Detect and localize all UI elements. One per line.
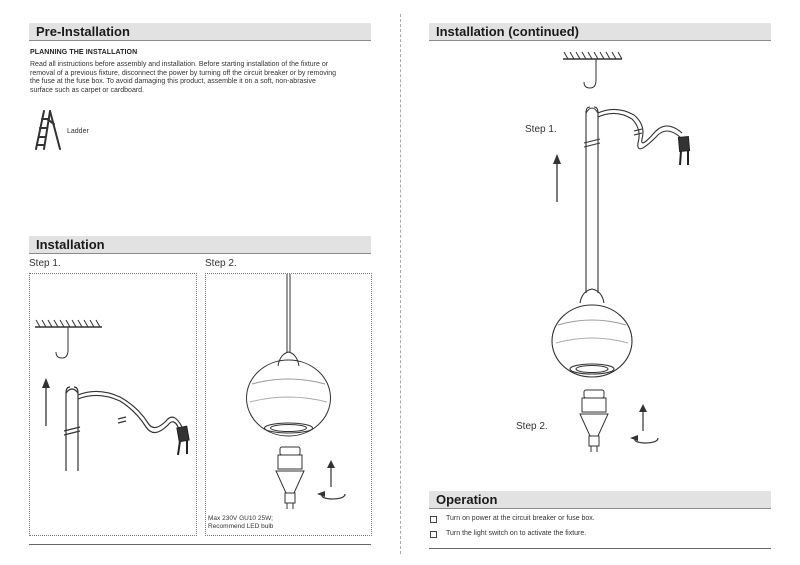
step1-up-arrow (41, 378, 51, 428)
page-divider (400, 14, 401, 554)
pendant-cord-illustration (58, 383, 198, 473)
step2-label: Step 2. (205, 258, 237, 269)
step2-up-arrow (326, 460, 336, 488)
operation-item: Turn on power at the circuit breaker or fuse box. (446, 515, 595, 522)
installation-continued-header (429, 23, 771, 41)
pre-installation-title: Pre-Installation (36, 24, 130, 39)
operation-header (429, 491, 771, 509)
right-rotate-arrow-icon (628, 432, 662, 446)
right-step1-label: Step 1. (525, 124, 557, 135)
pendant-shade-illustration (240, 274, 340, 444)
right-ceiling-hook-illustration (560, 50, 630, 100)
installation-title: Installation (36, 237, 105, 252)
paragraph-line: removal of a previous fixture, disconnect the power by turning off the circuit breaker or by removing (30, 69, 337, 77)
gu10-bulb-illustration (270, 445, 310, 511)
bulb-note-line: Recommend LED bulb (208, 522, 274, 530)
bulb-note-line: Max 230V GU10 25W; (208, 515, 273, 522)
planning-subheading: PLANNING THE INSTALLATION (30, 49, 138, 56)
ladder-label: Ladder (67, 128, 89, 135)
right-gu10-bulb-illustration (574, 388, 614, 454)
checkbox-icon (430, 531, 437, 538)
bulb-note (208, 515, 273, 530)
right-step2-up-arrow (638, 404, 648, 432)
right-pendant-illustration (550, 103, 710, 385)
paragraph-line: the fuse at the fuse box. To avoid damaging this product, assemble it on a soft, non-abrasive (30, 78, 316, 86)
right-step2-label: Step 2. (516, 421, 548, 432)
installation-header (29, 236, 371, 254)
paragraph-line: Read all instructions before assembly and installation. Before starting installation of the fixture or (30, 61, 329, 68)
paragraph-line: surface such as carpet or cardboard. (30, 86, 145, 94)
operation-item: Turn the light switch on to activate the fixture. (446, 530, 587, 537)
installation-continued-title: Installation (continued) (436, 24, 579, 39)
right-bottom-rule (429, 548, 771, 549)
planning-paragraph (30, 61, 375, 95)
step1-label: Step 1. (29, 258, 61, 269)
operation-title: Operation (436, 492, 498, 507)
pre-installation-header (29, 23, 371, 41)
ladder-icon (33, 109, 63, 151)
checkbox-icon (430, 516, 437, 523)
left-bottom-rule (29, 544, 371, 545)
rotate-arrow-icon (315, 488, 349, 502)
